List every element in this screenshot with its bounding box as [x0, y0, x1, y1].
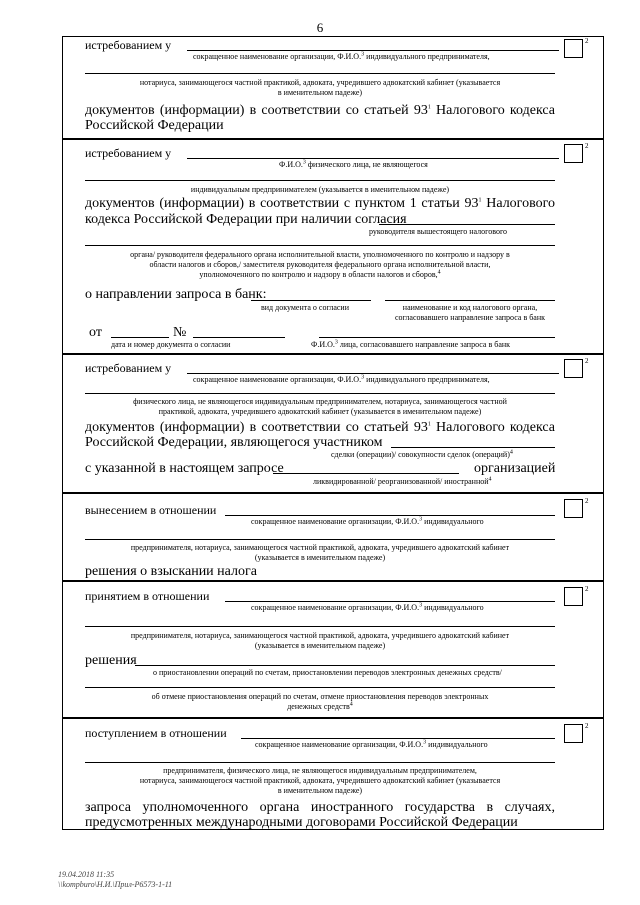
- body-text: решения: [85, 653, 137, 668]
- input-line[interactable]: [85, 626, 555, 627]
- caption: наименование и код налогового органа,: [402, 303, 538, 312]
- caption: сокращенное наименование организации, Ф.И.О.$^3$ индивидуального: [251, 602, 484, 612]
- section-demand-participant: [62, 354, 604, 493]
- body-text: решения о взыскании налога: [85, 564, 257, 579]
- caption: в именительном падеже): [277, 786, 363, 795]
- caption: Ф.И.О.$^3$ лица, согласовавшего направление запроса в банк: [311, 339, 511, 349]
- caption: в именительном падеже): [277, 88, 363, 97]
- input-line[interactable]: [85, 393, 555, 394]
- body-text: кодекса Российской Федерации при наличии согласия: [85, 212, 407, 227]
- caption: органа/ руководителя федерального органа исполнительной власти, уполномоченного по контролю и надзору в: [130, 250, 510, 259]
- caption: вид документа о согласии: [261, 303, 349, 312]
- checkbox[interactable]: [564, 587, 583, 606]
- lead-text: истребованием у: [85, 38, 172, 52]
- caption: предпринимателя, нотариуса, занимающегося частной практикой, адвоката, учредившего адвокатский кабинет: [130, 631, 510, 640]
- body-text: документов (информации) в соответствии со статьей $93^1$ Налогового кодекса: [85, 420, 555, 435]
- checkbox-footnote: 2: [585, 142, 589, 150]
- caption: руководителя вышестоящего налогового: [369, 227, 508, 236]
- input-line[interactable]: [391, 447, 555, 448]
- input-line[interactable]: [273, 473, 459, 474]
- input-line[interactable]: [251, 300, 371, 301]
- caption: денежных средств$^4$: [287, 701, 353, 711]
- caption: сокращенное наименование организации, Ф.И.О.$^3$ индивидуального: [251, 516, 484, 526]
- input-line[interactable]: [187, 50, 559, 51]
- caption: уполномоченного по контролю и надзору в области налогов и сборов,$^4$: [199, 269, 441, 279]
- caption: ликвидированной/ реорганизованной/ иностранной$^4$: [313, 476, 492, 486]
- checkbox[interactable]: [564, 724, 583, 743]
- input-line[interactable]: [241, 738, 555, 739]
- caption: сделки (операции)/ совокупности сделок (операций)$^4$: [331, 449, 513, 459]
- input-line[interactable]: [187, 158, 559, 159]
- input-line[interactable]: [379, 224, 555, 225]
- lead-text: принятием в отношении: [85, 589, 210, 603]
- caption: сокращенное наименование организации, Ф.И.О.$^3$ индивидуального предпринимателя,: [193, 51, 490, 61]
- caption: согласовавшего направление запроса в банк: [394, 313, 546, 322]
- body-text: Российской Федерации, являющегося участником: [85, 435, 383, 450]
- body-text: документов (информации) в соответствии со статьей $93^1$ Налогового кодекса: [85, 103, 555, 118]
- footer-filepath: \\kompburo\Н.И.\Прил-Р6573-1-11: [58, 880, 173, 889]
- caption: предпринимателя, нотариуса, занимающегося частной практикой, адвоката, учредившего адвокатский кабинет: [130, 543, 510, 552]
- body-text: запроса уполномоченного органа иностранного государства в случаях,: [85, 800, 555, 815]
- input-line[interactable]: [85, 539, 555, 540]
- input-line[interactable]: [193, 337, 285, 338]
- caption: области налогов и сборов,/ заместителя руководителя федерального органа исполнительной власти,: [149, 260, 491, 269]
- body-text: организацией: [474, 461, 556, 476]
- body-text: №: [173, 325, 187, 340]
- section-demand-organization: [62, 36, 604, 139]
- footer-timestamp: 19.04.2018 11:35: [58, 870, 115, 879]
- input-line[interactable]: [111, 337, 169, 338]
- body-text: о направлении запроса в банк:: [85, 287, 267, 302]
- caption: (указывается в именительном падеже): [254, 641, 386, 650]
- page-number: 6: [316, 20, 324, 35]
- input-line[interactable]: [225, 515, 555, 516]
- checkbox-footnote: 2: [585, 357, 589, 365]
- lead-text: поступлением в отношении: [85, 726, 227, 740]
- checkbox[interactable]: [564, 144, 583, 163]
- input-line[interactable]: [187, 373, 559, 374]
- input-line[interactable]: [85, 180, 555, 181]
- input-line[interactable]: [85, 762, 555, 763]
- input-line[interactable]: [85, 245, 555, 246]
- input-line[interactable]: [85, 687, 555, 688]
- body-text: с указанной в настоящем запросе: [85, 461, 284, 476]
- caption: об отмене приостановления операций по счетам, отмене приостановления переводов электронных: [151, 692, 489, 701]
- input-line[interactable]: [225, 601, 555, 602]
- input-line[interactable]: [385, 300, 555, 301]
- checkbox-footnote: 2: [585, 497, 589, 505]
- caption: нотариуса, занимающегося частной практикой, адвоката, учредившего адвокатский кабинет (указывается: [139, 78, 501, 87]
- checkbox[interactable]: [564, 499, 583, 518]
- section-suspension-decision: [62, 581, 604, 718]
- checkbox[interactable]: [564, 359, 583, 378]
- caption: предпринимателя, физического лица, не являющегося индивидуальным предпринимателем,: [163, 766, 477, 775]
- lead-text: истребованием у: [85, 361, 172, 375]
- input-line[interactable]: [85, 73, 555, 74]
- body-text: предусмотренных международными договорами Российской Федерации: [85, 815, 518, 830]
- lead-text: истребованием у: [85, 146, 172, 160]
- caption: нотариуса, занимающегося частной практикой, адвоката, учредившего адвокатский кабинет (указывается: [139, 776, 501, 785]
- caption: сокращенное наименование организации, Ф.И.О.$^3$ индивидуального: [255, 739, 488, 749]
- body-text: от: [89, 325, 102, 340]
- body-text: Российской Федерации: [85, 118, 224, 133]
- caption: (указывается в именительном падеже): [254, 553, 386, 562]
- caption: сокращенное наименование организации, Ф.И.О.$^3$ индивидуального предпринимателя,: [193, 374, 490, 384]
- caption: о приостановлении операций по счетам, приостановлении переводов электронных денежных средств/: [153, 668, 502, 677]
- checkbox-footnote: 2: [585, 722, 589, 730]
- caption: дата и номер документа о согласии: [111, 340, 231, 349]
- section-demand-individual: [62, 139, 604, 354]
- input-line[interactable]: [135, 665, 555, 666]
- checkbox-footnote: 2: [585, 37, 589, 45]
- caption: физического лица, не являющегося индивидуальным предпринимателем, нотариуса, занимающегося частной: [133, 397, 507, 406]
- caption: Ф.И.О.$^3$ физического лица, не являющегося: [279, 159, 428, 169]
- lead-text: вынесением в отношении: [85, 503, 217, 517]
- section-tax-collection-decision: [62, 493, 604, 581]
- caption: практикой, адвоката, учредившего адвокатский кабинет (указывается в именительном падеже): [158, 407, 482, 416]
- checkbox[interactable]: [564, 39, 583, 58]
- section-foreign-request: [62, 718, 604, 830]
- checkbox-footnote: 2: [585, 585, 589, 593]
- body-text: документов (информации) в соответствии с пунктом 1 статьи $93^1$ Налогового: [85, 196, 555, 211]
- caption: индивидуальным предпринимателем (указывается в именительном падеже): [190, 185, 450, 194]
- input-line[interactable]: [319, 337, 555, 338]
